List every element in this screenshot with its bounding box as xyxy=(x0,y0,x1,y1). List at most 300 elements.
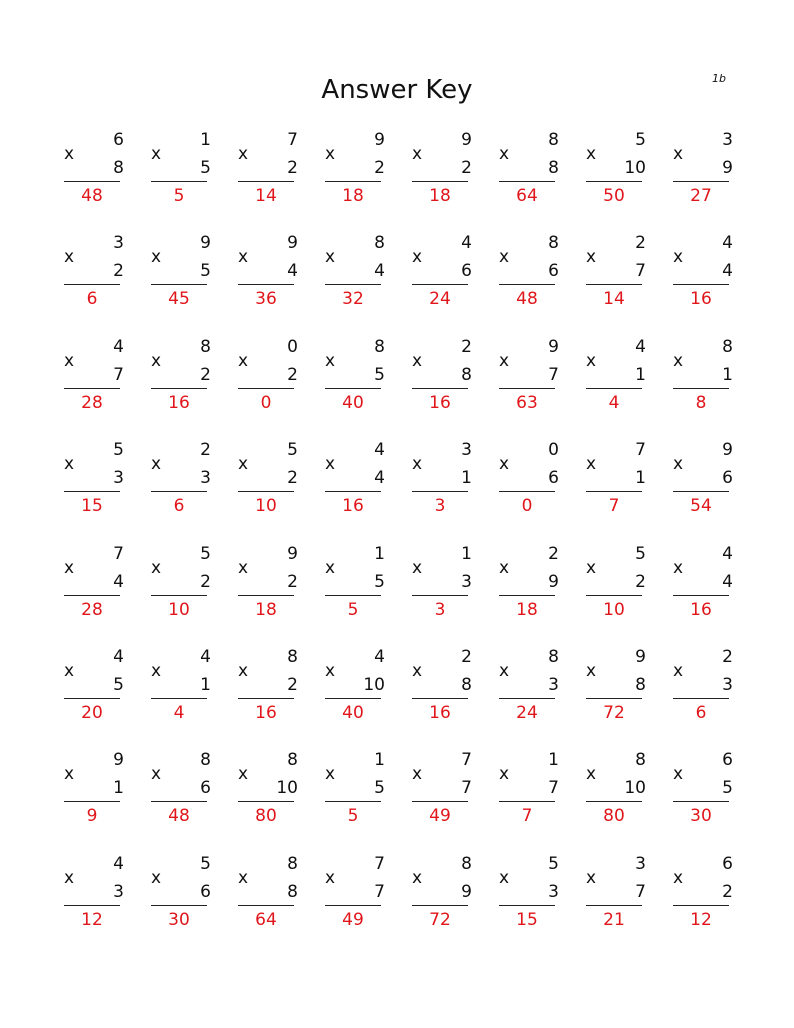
multiplicand: 3 xyxy=(635,853,646,874)
times-sign: x xyxy=(64,557,75,578)
answer: 18 xyxy=(342,186,364,206)
answer: 50 xyxy=(603,186,625,206)
multiplicand: 7 xyxy=(287,130,298,150)
times-sign: x xyxy=(673,867,684,888)
answer-rule xyxy=(151,595,207,596)
problem-cell xyxy=(325,647,385,737)
multiplier: 2 xyxy=(287,571,298,592)
times-sign: x xyxy=(64,454,75,475)
problem-cell xyxy=(499,647,559,737)
multiplicand: 8 xyxy=(722,336,733,357)
problem-cell xyxy=(586,233,646,323)
answer: 16 xyxy=(690,289,712,310)
answer: 49 xyxy=(429,806,451,827)
problem-cell xyxy=(238,440,298,530)
answer: 80 xyxy=(255,806,277,827)
answer-rule xyxy=(586,698,642,699)
problem-cell xyxy=(586,854,646,944)
multiplicand: 9 xyxy=(461,130,472,150)
problem-cell xyxy=(238,647,298,737)
multiplicand: 4 xyxy=(200,647,211,667)
times-sign: x xyxy=(238,247,249,268)
problem-cell xyxy=(412,440,472,530)
multiplier: 10 xyxy=(363,675,385,695)
times-sign: x xyxy=(151,764,162,785)
times-sign: x xyxy=(151,454,162,475)
multiplier: 5 xyxy=(374,571,385,592)
multiplier: 5 xyxy=(200,158,211,178)
times-sign: x xyxy=(412,144,423,164)
answer-rule xyxy=(412,905,468,906)
times-sign: x xyxy=(325,247,336,268)
problem-cell xyxy=(673,854,733,944)
times-sign: x xyxy=(499,350,510,371)
answer: 4 xyxy=(608,392,620,413)
multiplicand: 6 xyxy=(722,853,733,874)
times-sign: x xyxy=(586,144,597,164)
multiplier: 9 xyxy=(461,881,472,902)
multiplicand: 9 xyxy=(113,750,124,771)
times-sign: x xyxy=(238,764,249,785)
times-sign: x xyxy=(64,867,75,888)
times-sign: x xyxy=(325,144,336,164)
answer-rule xyxy=(151,181,207,182)
times-sign: x xyxy=(412,764,423,785)
answer: 0 xyxy=(521,496,533,517)
multiplier: 3 xyxy=(548,675,559,695)
multiplicand: 9 xyxy=(200,233,211,254)
answer-rule xyxy=(586,181,642,182)
multiplicand: 1 xyxy=(461,543,472,564)
answer: 12 xyxy=(81,909,103,930)
multiplier: 8 xyxy=(287,881,298,902)
multiplicand: 7 xyxy=(635,440,646,461)
multiplier: 5 xyxy=(374,364,385,385)
answer: 27 xyxy=(690,186,712,206)
answer-rule xyxy=(238,905,294,906)
answer-rule xyxy=(325,905,381,906)
times-sign: x xyxy=(673,661,684,681)
answer: 10 xyxy=(168,599,190,620)
multiplicand: 4 xyxy=(374,647,385,667)
answer-rule xyxy=(673,284,729,285)
multiplier: 1 xyxy=(461,468,472,489)
multiplicand: 5 xyxy=(548,853,559,874)
times-sign: x xyxy=(64,144,75,164)
multiplier: 6 xyxy=(200,881,211,902)
multiplier: 4 xyxy=(722,571,733,592)
times-sign: x xyxy=(325,661,336,681)
multiplicand: 2 xyxy=(461,336,472,357)
answer: 48 xyxy=(168,806,190,827)
answer: 30 xyxy=(168,909,190,930)
times-sign: x xyxy=(325,557,336,578)
answer-rule xyxy=(64,801,120,802)
multiplicand: 4 xyxy=(461,233,472,254)
problem-cell xyxy=(64,233,124,323)
problem-cell xyxy=(499,854,559,944)
multiplier: 2 xyxy=(200,571,211,592)
answer-rule xyxy=(499,905,555,906)
problem-cell xyxy=(325,233,385,323)
multiplicand: 7 xyxy=(461,750,472,771)
answer-rule xyxy=(151,491,207,492)
answer: 40 xyxy=(342,703,364,723)
problem-cell xyxy=(412,337,472,427)
times-sign: x xyxy=(586,867,597,888)
answer: 10 xyxy=(255,496,277,517)
answer-rule xyxy=(412,181,468,182)
problem-cell xyxy=(412,647,472,737)
multiplier: 3 xyxy=(113,468,124,489)
multiplicand: 8 xyxy=(548,233,559,254)
times-sign: x xyxy=(151,247,162,268)
times-sign: x xyxy=(673,557,684,578)
times-sign: x xyxy=(151,350,162,371)
multiplicand: 3 xyxy=(113,233,124,254)
multiplier: 2 xyxy=(461,158,472,178)
problem-cell xyxy=(499,337,559,427)
answer: 7 xyxy=(521,806,533,827)
answer-rule xyxy=(64,698,120,699)
multiplicand: 1 xyxy=(200,130,211,150)
answer-rule xyxy=(673,491,729,492)
multiplier: 2 xyxy=(287,675,298,695)
problem-cell xyxy=(325,440,385,530)
multiplier: 1 xyxy=(200,675,211,695)
answer: 28 xyxy=(81,392,103,413)
problem-cell xyxy=(151,647,211,737)
answer-rule xyxy=(499,491,555,492)
answer-rule xyxy=(673,181,729,182)
multiplicand: 0 xyxy=(287,336,298,357)
multiplicand: 5 xyxy=(287,440,298,461)
answer: 64 xyxy=(255,909,277,930)
answer-rule xyxy=(64,181,120,182)
multiplicand: 7 xyxy=(113,543,124,564)
answer: 36 xyxy=(255,289,277,310)
multiplier: 7 xyxy=(548,778,559,799)
times-sign: x xyxy=(325,867,336,888)
problem-cell xyxy=(673,130,733,220)
multiplier: 3 xyxy=(113,881,124,902)
answer-rule xyxy=(499,595,555,596)
problem-cell xyxy=(586,647,646,737)
answer-rule xyxy=(412,491,468,492)
multiplier: 2 xyxy=(722,881,733,902)
answer: 16 xyxy=(690,599,712,620)
multiplicand: 1 xyxy=(548,750,559,771)
problem-cell xyxy=(412,750,472,840)
multiplier: 4 xyxy=(374,261,385,282)
multiplicand: 3 xyxy=(722,130,733,150)
multiplier: 1 xyxy=(113,778,124,799)
problem-cell xyxy=(151,337,211,427)
multiplier: 8 xyxy=(635,675,646,695)
problem-cell xyxy=(64,854,124,944)
answer: 6 xyxy=(173,496,185,517)
times-sign: x xyxy=(412,557,423,578)
answer-rule xyxy=(412,595,468,596)
multiplier: 4 xyxy=(287,261,298,282)
answer: 20 xyxy=(81,703,103,723)
answer-rule xyxy=(586,801,642,802)
times-sign: x xyxy=(238,350,249,371)
multiplicand: 2 xyxy=(722,647,733,667)
problem-cell xyxy=(325,854,385,944)
multiplier: 2 xyxy=(287,364,298,385)
answer-rule xyxy=(238,388,294,389)
times-sign: x xyxy=(499,867,510,888)
answer: 64 xyxy=(516,186,538,206)
answer-rule xyxy=(325,801,381,802)
page-title: Answer Key xyxy=(321,75,473,105)
problem-cell xyxy=(64,130,124,220)
answer-rule xyxy=(412,801,468,802)
answer: 6 xyxy=(86,289,98,310)
multiplier: 7 xyxy=(113,364,124,385)
times-sign: x xyxy=(673,454,684,475)
multiplier: 7 xyxy=(635,261,646,282)
times-sign: x xyxy=(238,144,249,164)
multiplicand: 5 xyxy=(113,440,124,461)
multiplicand: 8 xyxy=(548,130,559,150)
times-sign: x xyxy=(412,661,423,681)
answer: 15 xyxy=(81,496,103,517)
answer-rule xyxy=(586,284,642,285)
multiplier: 2 xyxy=(287,158,298,178)
answer-rule xyxy=(238,491,294,492)
problem-cell xyxy=(586,544,646,634)
answer-rule xyxy=(151,905,207,906)
answer-rule xyxy=(238,181,294,182)
answer-rule xyxy=(586,905,642,906)
problem-cell xyxy=(64,750,124,840)
answer: 14 xyxy=(603,289,625,310)
multiplicand: 4 xyxy=(722,543,733,564)
answer: 48 xyxy=(516,289,538,310)
answer-rule xyxy=(64,388,120,389)
multiplicand: 2 xyxy=(548,543,559,564)
times-sign: x xyxy=(151,661,162,681)
answer: 12 xyxy=(690,909,712,930)
answer-rule xyxy=(238,595,294,596)
multiplicand: 0 xyxy=(548,440,559,461)
times-sign: x xyxy=(325,350,336,371)
times-sign: x xyxy=(673,247,684,268)
multiplicand: 8 xyxy=(287,647,298,667)
multiplicand: 8 xyxy=(635,750,646,771)
problem-cell xyxy=(673,750,733,840)
answer-rule xyxy=(499,698,555,699)
times-sign: x xyxy=(64,764,75,785)
problem-cell xyxy=(64,647,124,737)
answer: 30 xyxy=(690,806,712,827)
multiplier: 6 xyxy=(461,261,472,282)
times-sign: x xyxy=(586,350,597,371)
answer: 8 xyxy=(695,392,707,413)
multiplicand: 5 xyxy=(200,543,211,564)
multiplier: 1 xyxy=(635,468,646,489)
problem-cell xyxy=(673,647,733,737)
multiplicand: 9 xyxy=(722,440,733,461)
times-sign: x xyxy=(499,454,510,475)
times-sign: x xyxy=(586,247,597,268)
problem-cell xyxy=(673,440,733,530)
multiplicand: 8 xyxy=(374,336,385,357)
answer: 54 xyxy=(690,496,712,517)
problem-cell xyxy=(499,544,559,634)
answer: 48 xyxy=(81,186,103,206)
answer: 14 xyxy=(255,186,277,206)
answer: 72 xyxy=(429,909,451,930)
problem-cell xyxy=(586,440,646,530)
problem-cell xyxy=(151,854,211,944)
multiplicand: 4 xyxy=(635,336,646,357)
multiplier: 5 xyxy=(200,261,211,282)
answer-rule xyxy=(238,698,294,699)
multiplicand: 5 xyxy=(635,543,646,564)
answer-rule xyxy=(586,595,642,596)
answer-rule xyxy=(673,595,729,596)
answer-rule xyxy=(499,181,555,182)
answer-rule xyxy=(673,388,729,389)
answer: 28 xyxy=(81,599,103,620)
answer-rule xyxy=(499,284,555,285)
problem-cell xyxy=(325,130,385,220)
problem-cell xyxy=(325,750,385,840)
answer: 5 xyxy=(173,186,185,206)
problem-cell xyxy=(412,130,472,220)
multiplier: 8 xyxy=(113,158,124,178)
problem-cell xyxy=(64,337,124,427)
answer: 9 xyxy=(86,806,98,827)
times-sign: x xyxy=(673,764,684,785)
problem-cell xyxy=(151,233,211,323)
problem-cell xyxy=(499,233,559,323)
times-sign: x xyxy=(499,764,510,785)
multiplier: 9 xyxy=(548,571,559,592)
answer-rule xyxy=(64,595,120,596)
multiplier: 10 xyxy=(624,778,646,799)
answer: 16 xyxy=(255,703,277,723)
multiplicand: 8 xyxy=(374,233,385,254)
problem-cell xyxy=(499,750,559,840)
problem-cell xyxy=(325,337,385,427)
multiplier: 5 xyxy=(113,675,124,695)
problem-cell xyxy=(586,337,646,427)
multiplier: 6 xyxy=(200,778,211,799)
multiplier: 3 xyxy=(722,675,733,695)
answer: 24 xyxy=(429,289,451,310)
multiplier: 2 xyxy=(374,158,385,178)
multiplier: 8 xyxy=(461,364,472,385)
times-sign: x xyxy=(412,867,423,888)
multiplicand: 8 xyxy=(200,750,211,771)
answer: 6 xyxy=(695,703,707,723)
multiplicand: 9 xyxy=(287,543,298,564)
times-sign: x xyxy=(499,247,510,268)
problem-cell xyxy=(238,544,298,634)
problem-cell xyxy=(238,854,298,944)
times-sign: x xyxy=(412,247,423,268)
problem-cell xyxy=(499,130,559,220)
multiplicand: 1 xyxy=(374,543,385,564)
multiplicand: 2 xyxy=(200,440,211,461)
answer-rule xyxy=(325,595,381,596)
times-sign: x xyxy=(238,454,249,475)
times-sign: x xyxy=(499,557,510,578)
answer-rule xyxy=(325,698,381,699)
times-sign: x xyxy=(586,454,597,475)
problem-cell xyxy=(151,440,211,530)
multiplicand: 9 xyxy=(287,233,298,254)
answer-rule xyxy=(412,284,468,285)
answer: 72 xyxy=(603,703,625,723)
answer-rule xyxy=(586,388,642,389)
answer-rule xyxy=(64,491,120,492)
answer-rule xyxy=(151,801,207,802)
answer-rule xyxy=(151,698,207,699)
multiplier: 6 xyxy=(548,261,559,282)
multiplier: 2 xyxy=(635,571,646,592)
multiplier: 5 xyxy=(374,778,385,799)
times-sign: x xyxy=(412,350,423,371)
problem-cell xyxy=(238,130,298,220)
multiplicand: 4 xyxy=(113,647,124,667)
answer: 15 xyxy=(516,909,538,930)
multiplier: 6 xyxy=(722,468,733,489)
multiplier: 7 xyxy=(461,778,472,799)
problem-cell xyxy=(673,544,733,634)
answer-rule xyxy=(673,801,729,802)
times-sign: x xyxy=(64,661,75,681)
problem-cell xyxy=(412,544,472,634)
problem-cell xyxy=(151,130,211,220)
multiplicand: 4 xyxy=(113,336,124,357)
answer: 7 xyxy=(608,496,620,517)
multiplicand: 3 xyxy=(461,440,472,461)
answer: 16 xyxy=(342,496,364,517)
problem-cell xyxy=(412,233,472,323)
answer: 45 xyxy=(168,289,190,310)
multiplicand: 4 xyxy=(374,440,385,461)
answer: 63 xyxy=(516,392,538,413)
answer: 3 xyxy=(434,496,446,517)
multiplier: 8 xyxy=(548,158,559,178)
times-sign: x xyxy=(673,144,684,164)
multiplier: 1 xyxy=(635,364,646,385)
multiplicand: 5 xyxy=(200,853,211,874)
multiplier: 10 xyxy=(624,158,646,178)
answer: 16 xyxy=(429,392,451,413)
multiplicand: 9 xyxy=(374,130,385,150)
answer: 3 xyxy=(434,599,446,620)
problem-cell xyxy=(325,544,385,634)
multiplier: 2 xyxy=(200,364,211,385)
answer: 4 xyxy=(173,703,185,723)
answer: 18 xyxy=(516,599,538,620)
multiplicand: 7 xyxy=(374,853,385,874)
problem-cell xyxy=(673,233,733,323)
answer-rule xyxy=(151,284,207,285)
answer: 5 xyxy=(347,599,359,620)
answer-rule xyxy=(238,801,294,802)
answer: 18 xyxy=(255,599,277,620)
multiplicand: 9 xyxy=(635,647,646,667)
times-sign: x xyxy=(586,661,597,681)
answer-rule xyxy=(673,905,729,906)
